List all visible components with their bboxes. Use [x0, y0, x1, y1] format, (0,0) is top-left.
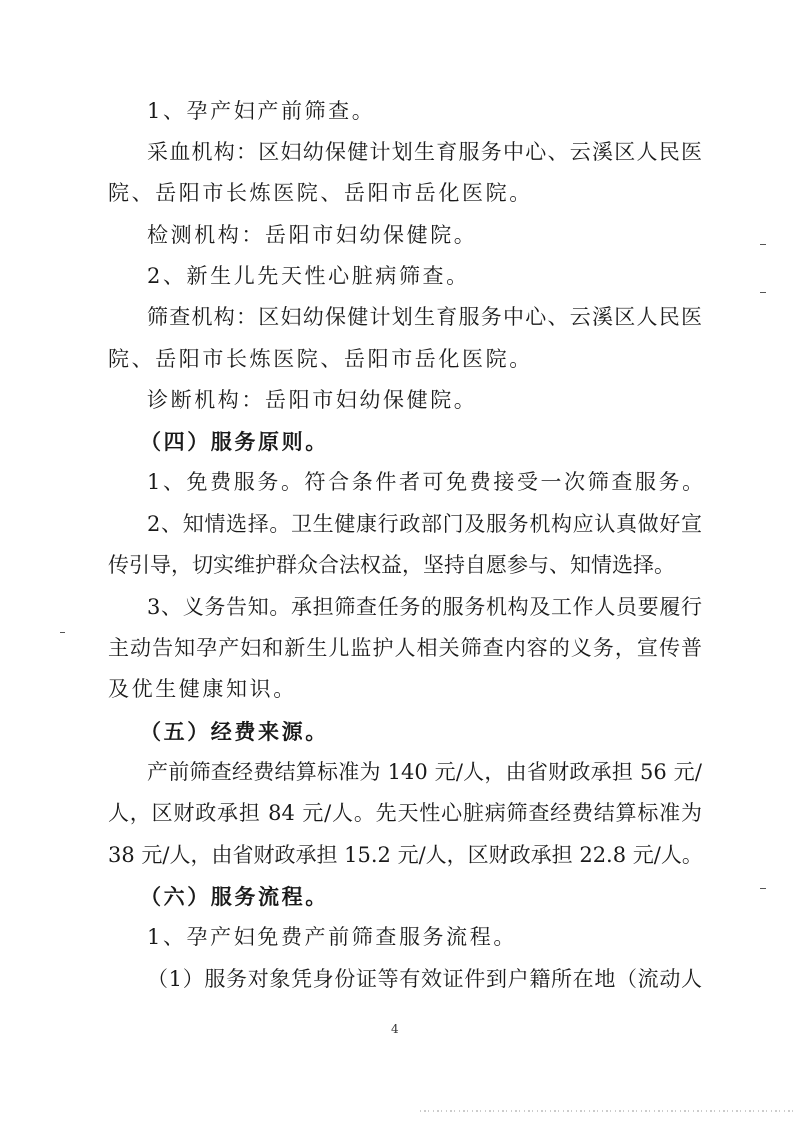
- text-line: 院、岳阳市长炼医院、岳阳市岳化医院。: [108, 347, 533, 371]
- text-line: 人，区财政承担 84 元/人。先天性心脏病筛查经费结算标准为: [108, 801, 702, 825]
- text-line: 3、义务告知。承担筛查任务的服务机构及工作人员要履行: [147, 595, 702, 619]
- section-heading: （五）经费来源。: [140, 719, 329, 744]
- scan-mark: [760, 292, 766, 293]
- text-line: 筛查机构：区妇幼保健计划生育服务中心、云溪区人民医: [147, 305, 702, 329]
- text-line: 主动告知孕产妇和新生儿监护人相关筛查内容的义务，宣传普: [108, 636, 702, 660]
- text-line: 诊断机构：岳阳市妇幼保健院。: [147, 388, 478, 412]
- page-number: 4: [391, 1022, 399, 1036]
- text-line: 检测机构：岳阳市妇幼保健院。: [147, 223, 478, 247]
- scan-edge-noise: [0, 1108, 793, 1114]
- section-heading: （六）服务流程。: [140, 884, 329, 909]
- scan-mark: [760, 888, 766, 889]
- text-line: 及优生健康知识。: [108, 677, 297, 701]
- text-line: （1）服务对象凭身份证等有效证件到户籍所在地（流动人: [147, 967, 702, 991]
- text-line: 2、知情选择。卫生健康行政部门及服务机构应认真做好宣: [147, 512, 702, 536]
- scan-mark: [60, 632, 65, 633]
- text-line: 院、岳阳市长炼医院、岳阳市岳化医院。: [108, 181, 533, 205]
- text-line: 1、孕产妇免费产前筛查服务流程。: [147, 925, 517, 949]
- text-line: 2、新生儿先天性心脏病筛查。: [147, 264, 470, 288]
- text-line: 传引导，切实维护群众合法权益，坚持自愿参与、知情选择。: [108, 553, 675, 577]
- scan-mark: [760, 244, 766, 245]
- text-line: 产前筛查经费结算标准为 140 元/人，由省财政承担 56 元/: [147, 760, 702, 784]
- text-line: 采血机构：区妇幼保健计划生育服务中心、云溪区人民医: [147, 140, 702, 164]
- section-heading: （四）服务原则。: [140, 429, 329, 454]
- text-line: 1、免费服务。符合条件者可免费接受一次筛查服务。: [147, 470, 706, 494]
- text-line: 38 元/人，由省财政承担 15.2 元/人，区财政承担 22.8 元/人。: [108, 843, 703, 867]
- text-line: 1、孕产妇产前筛查。: [147, 99, 376, 123]
